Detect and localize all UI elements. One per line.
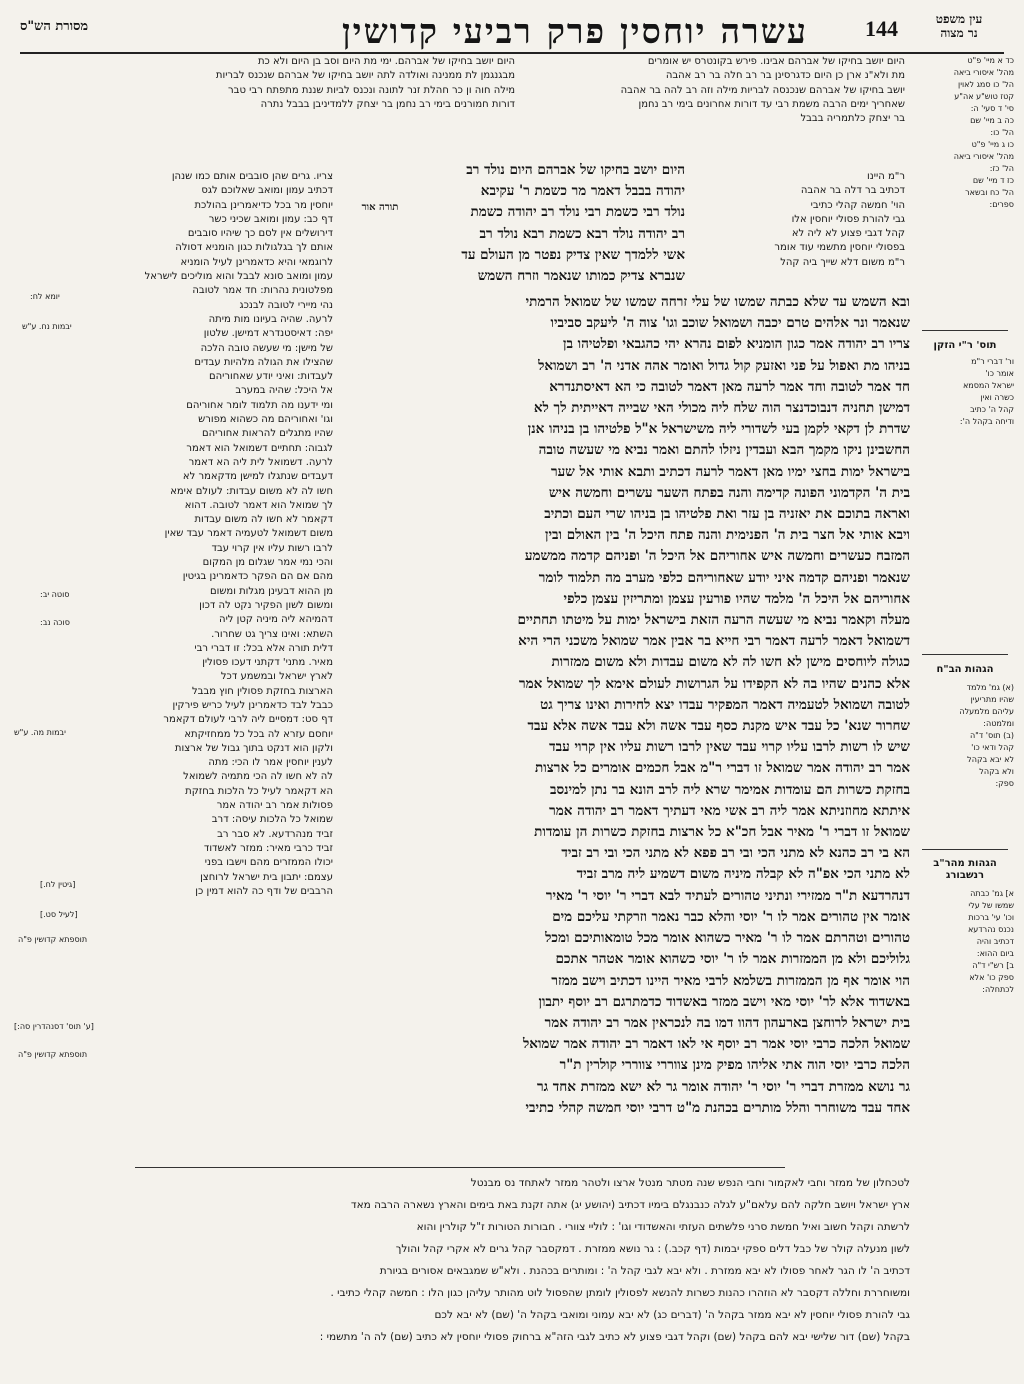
- ein-mishpat-column: [918, 55, 1014, 325]
- text-line: שנאמר ופניהם קדמה איני יודע שאחוריהם כלפי מערב מה תלמוד לומר: [538, 569, 910, 586]
- text-line: בית ישראל לרוחצן בארעהון דהוו דמו בה לנכראין אמר רב יהודה אמר: [544, 1014, 910, 1031]
- text-line: נכנס נהרדעא: [967, 925, 1014, 934]
- commentary-line: היום יושב בחיקו של אברהם אבינו. פירש בקונטרס יש אומרים: [647, 56, 905, 67]
- commentary-line: מת ולא"נ ארן כן היום כדגרסינן בר רב חלה בר רב אהבה: [665, 70, 905, 82]
- text-line: השתא: ואינו צריך גט שחרור.: [211, 628, 333, 640]
- text-line: ב] רש"י ד"ה: [972, 961, 1014, 970]
- commentary-line: מילה חוה ון כר חהלת זנר לתונה ונכנס לביות שננת מתפתח רבי טבר: [228, 84, 515, 96]
- text-line: ויבא אותי אל חצר בית ה' הפנימית והנה פתח היכל ה' בין האולם ובין: [545, 527, 910, 544]
- commentary-line: מבגנגמן לת ממנינה ואולדה לתה יושב בחיקו של אברהם שנכנס לבריות: [215, 70, 515, 82]
- text-line: חד אמר לטובה וחד אמר לרעה מאן דאמר לטובה כי הא דאיסתנדרא: [549, 378, 910, 395]
- text-line: עליהם מלמעלה: [959, 707, 1014, 716]
- text-line: נולד רבי כשמת רבי נולד רב יהודה כשמת: [470, 204, 685, 221]
- text-line: דכתיב והיה: [976, 937, 1014, 946]
- text-line: ולקון הוא דנקט בתוך גבול של ארצות: [174, 742, 333, 754]
- text-line: קהל ודאי כו': [971, 743, 1014, 752]
- margin-note: סוטה יב:: [40, 590, 70, 599]
- text-line: ור' דברי ר"מ: [971, 357, 1014, 366]
- section-divider: [916, 650, 1014, 658]
- text-line: יוחסם עזרא לה בכל כל ממחזיקתא: [184, 728, 333, 740]
- text-line: מאיר. מתני' דקתני דעכו פסולין: [202, 657, 333, 669]
- text-line: סי' ד סעי' ה:: [970, 104, 1014, 113]
- text-line: לא יבא בקהל: [967, 755, 1014, 764]
- text-line: לרעה. דשמואל לית ליה הא דאמר: [188, 456, 333, 468]
- text-line: שהצילו את הגולה מלהיות עבדים: [194, 356, 333, 368]
- text-line: ומשום לשון הפקיר נקט לה דכון: [199, 599, 333, 611]
- text-line: עמון ומואב סונא לבבל והוא מוליכים לישראל: [144, 271, 333, 283]
- text-line: ישראל המסמא: [962, 381, 1014, 390]
- text-line: ארץ ישראל ויושב חלקה להם עלאם"ע לגלה כנבנגלם בימיו דכתיב (יהושע יג) אתה זקנת באת בימים והארץ נשארה הרבה מאד: [350, 1199, 910, 1211]
- gemara-upper-block: [355, 160, 685, 290]
- ein-mishpat-label: עין משפט נר מצוה: [935, 12, 983, 40]
- tosafot-rid-heading: תוס' ר"י הזקן: [933, 340, 997, 351]
- masoret-hashas-label: מסורת הש"ס: [20, 19, 89, 34]
- commentary-right-upper: ר"מ היינו דכתיב בר דלה בר אהבה הוי' חמשה קהלי כתיבי גבי להורת פסולי יוחסין אלו קהל דגבי פצוע לא ליה לא בפסולי יוחסין מתשמי עוד אומר ר"מ משום דלא שייך ביה קהל: [774, 171, 905, 268]
- text-line: ביום ההוא:: [976, 949, 1014, 958]
- text-line: לעבדות: ואיני יודע שאחוריהם: [208, 371, 333, 383]
- text-line: דף כב: עמון ומואב שכיני כשר: [208, 213, 333, 225]
- text-line: ואראה בתוכם את יאזניה בן עזר ואת פלטיהו בן בניהו שרי העם וכתיב: [544, 506, 910, 523]
- text-line: כבבל לבד כדאמרינן לעיל כריש פירקין: [172, 699, 333, 711]
- text-line: שחרור שנא' כל עבד איש מקנת כסף עבד אשה ולא עבד אשה אלא עבד: [527, 718, 910, 735]
- text-line: רב יהודה נולד רבא כשמת רבא נולד רב: [479, 225, 685, 242]
- text-line: איתתא מחוזניתא אמר ליה רב אשי מאי דעתיך דאמר רב יהודה אמר: [549, 802, 910, 819]
- text-line: חשו לה לא משום עבדות: לעולם אימא: [170, 485, 333, 497]
- text-line: נהי מיירי לטובה לבנכג: [239, 299, 333, 311]
- text-line: אומר כו': [985, 369, 1014, 378]
- text-line: באשדוד אלא לר' יוסי מאי וישב ממזר באשדוד כדמתרגם רב יוסף יתבון: [538, 993, 910, 1010]
- text-line: דעבדים שנתגלו למישן מדקאמר לא: [182, 471, 333, 483]
- text-line: מעלה וקאמר נביא מי שעשה הרעה הזאת בישראל ימות על מיטתו תחתיים: [517, 612, 910, 629]
- page-title: עשרה יוחסין פרק רביעי קדושין: [341, 12, 809, 52]
- margin-note: סוכה נב:: [40, 618, 70, 627]
- text-line: שנאמר ונר אלהים טרם יכבה ושמואל שוכב וגו' צוה ה' ליעקב סביביו: [550, 315, 910, 332]
- section-divider: [916, 845, 1014, 853]
- text-line: לא מתני הכי אפ"ה לא קבלה מיניה משום דשמיע ליה מרב זביד: [576, 866, 910, 883]
- text-line: כשרה ואין: [980, 393, 1014, 402]
- margin-note: יומא לח:: [30, 292, 60, 301]
- text-line: לטכחלון של ממזר וחבי לאקמור וחבי הנפש שנה מטתר מנטל ארצו ולטהר ממזר לאתחד נס מבנטל: [470, 1177, 910, 1189]
- text-line: לענין יוחסין אמר לו הכי: מתה: [208, 757, 333, 769]
- text-line: ומי ידענו מה תלמוד לומר אחוריהם: [186, 399, 333, 411]
- text-line: שמואל זו דברי ר' מאיר אבל חכ"א כל ארצות בחזקת כשרות הן עומדות: [534, 824, 910, 841]
- text-line: עצמם: יתבון בית ישראל לרוחצן: [200, 871, 333, 883]
- bottom-rule: [135, 1167, 785, 1168]
- text-line: אחוריהם אל היכל ה' מלמד שהיו פורעין עצמן ומתריזין עצמן כלפי: [563, 590, 910, 607]
- text-line: בית ה' הקדמוני הפונה קדימה והנה בפתח השער עשרים וחמשה איש: [548, 484, 910, 501]
- text-line: מפלטונית נהרות: חד אמר לטובה: [192, 285, 333, 297]
- commentary-line: יושב בחיקו של אברהם שנכנסה לבריות מילה וזה רב להה בר אהבה: [620, 84, 905, 96]
- text-line: טהורים וטהרתם אמר לו ר' מאיר כשהוא אומר מכל טומאותיכם ומכל: [545, 930, 910, 947]
- margin-note: יבמות מה. ע"ש: [14, 728, 66, 737]
- text-line: אומר אין טהורים אמר לו ר' יוסי והלא כבר נאמר וזרקתי עליכם מים: [552, 908, 910, 925]
- text-line: שמשו של עלי: [968, 901, 1014, 910]
- text-line: דהמיהא ליה מיניה קטן ליה: [219, 614, 333, 626]
- page-number: 144: [865, 16, 898, 41]
- text-line: יהודה בבבל דאמר מר כשמת ר' עקיבא: [480, 183, 685, 200]
- text-line: קטז טוש"ע אה"ע: [954, 92, 1014, 101]
- text-line: המזבח כעשרים וחמשה איש אחוריהם אל היכל ה' ופניהם קדמה ממשמע: [524, 548, 910, 565]
- text-line: דף סט: דמסיים ליה לרבי לעולם דקאמר: [163, 714, 333, 726]
- text-line: הל' כו סמג לאוין: [958, 80, 1014, 89]
- text-line: כה ב מיי' שם: [970, 116, 1014, 125]
- text-line: גלוליכם ולא מן הממזרות אמר לו ר' יוסי כשהוא אומר אטהר אתכם: [555, 951, 910, 968]
- text-line: הלכה כרבי יוסי הוה אתי אליהו מפיק מינן צווררי צווררי קולרין ת"ר: [559, 1057, 910, 1074]
- text-line: מהל' איסורי ביאה: [953, 152, 1014, 161]
- hashlamot-heading: הגהות מהר"ב רנשבורג: [933, 858, 997, 881]
- hagahot-heading: הגהות הב"ח: [936, 664, 994, 675]
- text-line: שהיו מתגלים להראות אחוריהם: [202, 428, 333, 440]
- text-line: זביד כרבי מאיר: ממזר לאשדוד: [203, 842, 333, 854]
- text-line: צריו. גרים שהן סובבים אותם כמו שנהן: [171, 171, 333, 182]
- commentary-line: דורות חמורנים בימי רב נחמן בר יצחק ללמדיניבן בבבל נתרה: [260, 98, 515, 110]
- text-line: אלא כהנים שהיו בה לא הקפידו על הגרושות לעולם אימא לך שמואל אמר: [519, 675, 910, 692]
- text-line: (א) גמ' מלמד: [966, 683, 1014, 692]
- text-line: וגו' ואחוריהם מה כשהוא מפורש: [198, 414, 333, 426]
- margin-note: [גיטין לח.]: [40, 880, 76, 889]
- margin-note: יבמות נח. ע"ש: [22, 322, 72, 331]
- text-line: אל היכל: שהיה במערב: [235, 385, 333, 397]
- text-line: היום יושב בחיקו של אברהם היום נולד רב: [466, 162, 685, 178]
- text-line: וכו' עי' ברכות: [968, 913, 1014, 922]
- text-line: צריו רב יהודה אמר כגון הומניא לפום נהרא יהי כהגבאי ופלטיהו בן: [563, 336, 910, 353]
- text-line: החשבינן ניקו מקמך הבא ועבדין ניזלו להתם ואמר נביא מי שעשה טובה: [538, 442, 910, 459]
- text-line: דשמואל דאמר לרעה דאמר רבי חייא בר אבין אמר שמואל משכני הרי היא: [518, 633, 910, 650]
- text-line: דכתיב עמון ומואב שאלוכם לגס: [201, 185, 333, 197]
- text-line: של מישן: מי שעשה טובה הלכה: [200, 342, 333, 354]
- page-header: [20, 10, 1004, 54]
- text-line: גבי להורת פסולי יוחסין לא יבא ממזר בקהל ה' (דברים כג) לא יבא עמוני ומואבי בקהל ה' (שם) לא יבא לכם: [434, 1309, 910, 1321]
- text-line: (ב) תוס' ד"ה: [969, 731, 1014, 740]
- hashlamot-column: [918, 888, 1014, 1008]
- tosafot-rid-column: [918, 356, 1014, 476]
- text-line: בחזקת כשרות הם עומדות אמימר שרא ליה לרב הונא בר נתן למינסב: [549, 781, 910, 798]
- text-line: ובא השמש עד שלא כבתה שמשו של עלי זרחה שמשו של שמואל הרמתי: [525, 294, 910, 310]
- text-line: דקאמר לא חשו לה משום עבדות: [194, 514, 333, 526]
- text-line: כו ג מיי' פ"ט: [971, 140, 1014, 149]
- margin-note: תוספתא קדושין פ"ה: [18, 935, 88, 944]
- text-line: משום דשמואל לטעמיה דאמר עבד שאין: [164, 528, 333, 540]
- text-line: בניהו מת ואפול על פני ואזעק קול גדול ואומר אהה אדני ה' רב ושמואל: [538, 357, 910, 374]
- text-line: כז ד מיי' שם: [972, 176, 1014, 185]
- commentary-left-column: [135, 170, 333, 1160]
- text-line: אחד עבד משוחרר והלל מותרים בכהנת מ"ט דרבי יוסי חמשה קהלי כתיבי: [525, 1099, 910, 1116]
- text-line: פסולות אמר רב יהודה אמר: [216, 800, 333, 812]
- text-line: ספק כו' אלא: [969, 973, 1014, 982]
- commentary-line: שאחריך ימים הרבה משמת רבי עד דורות אחרונים בימי רב נחמן: [638, 98, 905, 110]
- section-divider: [916, 326, 1014, 334]
- text-line: הוי אומר אף מן הממזרות בשלמא לרבי מאיר היינו דכתיב וישב ממזר: [551, 972, 910, 989]
- text-line: דנהרדעא ת"ר ממזירי ונתיני טהורים לעתיד לבא דברי ר' יוסי ר' מאיר: [545, 887, 910, 904]
- text-line: יפה: דאיסטנדרא דמישן. שלטון: [203, 328, 333, 340]
- text-line: לך שמואל הוא דאמר לטובה. דהוא: [184, 499, 333, 511]
- text-line: לשון מנעלה קולר של כבל דלים ספקי יבמות (דף קכב.) : גר נושא ממזרת . דמקסבר קהל גרים לא אקרי קהל והולך: [395, 1243, 910, 1255]
- text-line: דלית תורה אלא בכל: זו דברי רבי: [194, 642, 333, 654]
- text-line: הל' כח ובשאר: [965, 188, 1014, 197]
- text-line: זביד מנהרדעא. לא סבר רב: [217, 828, 333, 840]
- commentary-line: בר יצחק כלתמריה בבבל: [800, 113, 905, 125]
- text-line: ספרים:: [989, 200, 1014, 209]
- text-line: דכתיב ה' לו הגר לאחר פסולו לא יבא ממזרת . ולא יבא לגבי קהל ה' : ומותרים בכהנת . ולא"ש שמגבאים אסורים בגיורת: [379, 1265, 910, 1277]
- text-line: קהל ה' כתיב: [970, 405, 1014, 414]
- text-line: לה לא חשו לה הכי מתמיה לשמואל: [183, 771, 333, 783]
- text-line: יוחסין מר בכל כדיאמרינן בהולכת: [194, 199, 333, 211]
- text-line: אותם לך בגלגולות כגון הומניא דסולה: [175, 242, 333, 254]
- text-line: הא בי רב כהנא לא מתני הכי ובי רב פפא לא מתני הכי ובי רב זביד: [561, 845, 910, 862]
- commentary-top-right: [525, 55, 905, 165]
- text-line: כגולה ליוחסים מישן לא חשו לה לא משום עבדות ולא משום ממזרות: [551, 654, 910, 671]
- text-line: לארץ ישראל ובמשמע דכל: [220, 671, 333, 683]
- text-line: דירושלים אין לסם כך שיהיו סובבים: [187, 228, 333, 240]
- commentary-bottom-block: [135, 1172, 910, 1372]
- text-line: שמואל הלכה כרבי יוסי אמר רב יוסף אי לאו דאמר רב יהודה אמר שמואל: [522, 1036, 910, 1053]
- text-line: שהיו מתריעין: [970, 695, 1014, 704]
- text-line: ומשוחררת וחללה דקסבר לא הוזהרו כהנות כשרות להנשא לפסולין לומתן שהפסול לוט מהותר עליהן כגון הלו : חמשה קהלי כתיבי .: [330, 1287, 910, 1299]
- text-line: גר נושא ממזרת דברי ר' יוסי ר' יהודה אומר גר לא ישא ממזרת אחד גר: [537, 1078, 910, 1095]
- text-line: שנברא צדיק כמותו שנאמר וזרח השמש: [477, 268, 685, 285]
- text-line: ומלמטה:: [983, 719, 1014, 728]
- text-line: לטובה ושמואל לטעמיה דאמר המפקיר עבדו יצא לחירות ואינו צריך גט: [540, 696, 910, 713]
- text-line: שמואל כל הלכות עיסה: דרב: [211, 814, 333, 826]
- text-line: ספק:: [995, 779, 1014, 788]
- hagahot-column: [918, 682, 1014, 807]
- text-line: לרבו רשות עליו אין קרוי עבד: [211, 542, 333, 554]
- text-line: והכי נמי אמר שגלום מן המקום: [202, 557, 333, 569]
- torah-or-label: תורה אור: [361, 202, 399, 213]
- margin-note: [ע' תוס' דסנהדרין סה:]: [14, 1022, 94, 1031]
- text-line: מהל' איסורי ביאה: [953, 68, 1014, 77]
- margin-note: [לעיל סט.]: [40, 910, 78, 919]
- text-line: לגבוה: תחתיים דשמואל הוא דאמר: [186, 442, 333, 454]
- text-line: בקהל (שם) דור שלישי יבא להם בקהל (שם) וקהל דגבי פצוע לא כתיב לגבי הזה"א ברחוק פסולי יוחסין לא כתיב (שם) לה ה' מתשמי :: [319, 1331, 910, 1343]
- text-line: ולא בקהל: [979, 767, 1014, 776]
- text-line: יכולו הממזרים מהם וישבו בפני: [204, 857, 333, 869]
- text-line: כד א מיי' פ"ט: [967, 56, 1014, 65]
- text-line: הא דקאמר לעיל כל הלכות בחזקת: [185, 785, 333, 797]
- text-line: א] גמ' כבתה: [970, 889, 1014, 898]
- text-line: הארצות בחזקת פסולין חוץ מבבל: [191, 685, 333, 697]
- commentary-line: היום יושב בחיקו של אברהם. ימי מת היום וסב בן היום ולא כת: [257, 56, 515, 67]
- text-line: הל' כז:: [989, 164, 1014, 173]
- text-line: לרעה. שהיה בעיונו מות מיתה: [208, 313, 333, 325]
- margin-note: תוספתא קדושין פ"ה: [18, 1050, 88, 1059]
- text-line: הל' כו:: [990, 128, 1014, 137]
- text-line: לרשתה וקהל חשוב ואיל חמשת סרני פלשתים העזתי והאשדודי וגו' : לוליי צוורי . חבורות הטורות ז"ל קולרין והוא: [416, 1221, 910, 1233]
- text-line: דמישן תחניה דנבוכדנצר הוה שלח ליה מכולי האי שבייה דאייתית לך לא: [533, 400, 910, 417]
- text-line: שדרת לן דקאי לקמן בעי לשדורי ליה משישראל א"ל פלטיהו בן בניהו אנן: [527, 421, 910, 438]
- gemara-main-block: [355, 292, 910, 1162]
- text-line: בישראל ימות בחצי ימיו מאן דאמר לרעה דכתיב ותבא אותי אל שער: [551, 463, 910, 480]
- text-line: לכתחלה:: [982, 985, 1014, 994]
- text-line: הרבבים של ודף כה להוא דמין כן: [195, 885, 333, 897]
- commentary-top-left: [135, 55, 515, 165]
- text-line: מהם אם הם הפקר כדאמרינן בגיטין: [182, 571, 333, 583]
- text-line: לרוגמאי והיא כדאמרינן לעיל הומניא: [180, 256, 333, 268]
- text-line: ודיחה בקהל ה':: [959, 417, 1014, 426]
- text-line: אמר רב יהודה אמר שמואל זו דברי ר"מ אבל חכמים אומרים כל ארצות: [535, 760, 910, 777]
- text-line: אשי ללמדך שאין צדיק נפטר מן העולם עד: [461, 246, 685, 263]
- text-line: שיש לו רשות לרבו עליו קרוי עבד שאין לרבו רשות עליו אין קרוי עבד: [549, 739, 910, 756]
- text-line: מן ההוא דבעינן מגלות ומשום: [209, 585, 333, 597]
